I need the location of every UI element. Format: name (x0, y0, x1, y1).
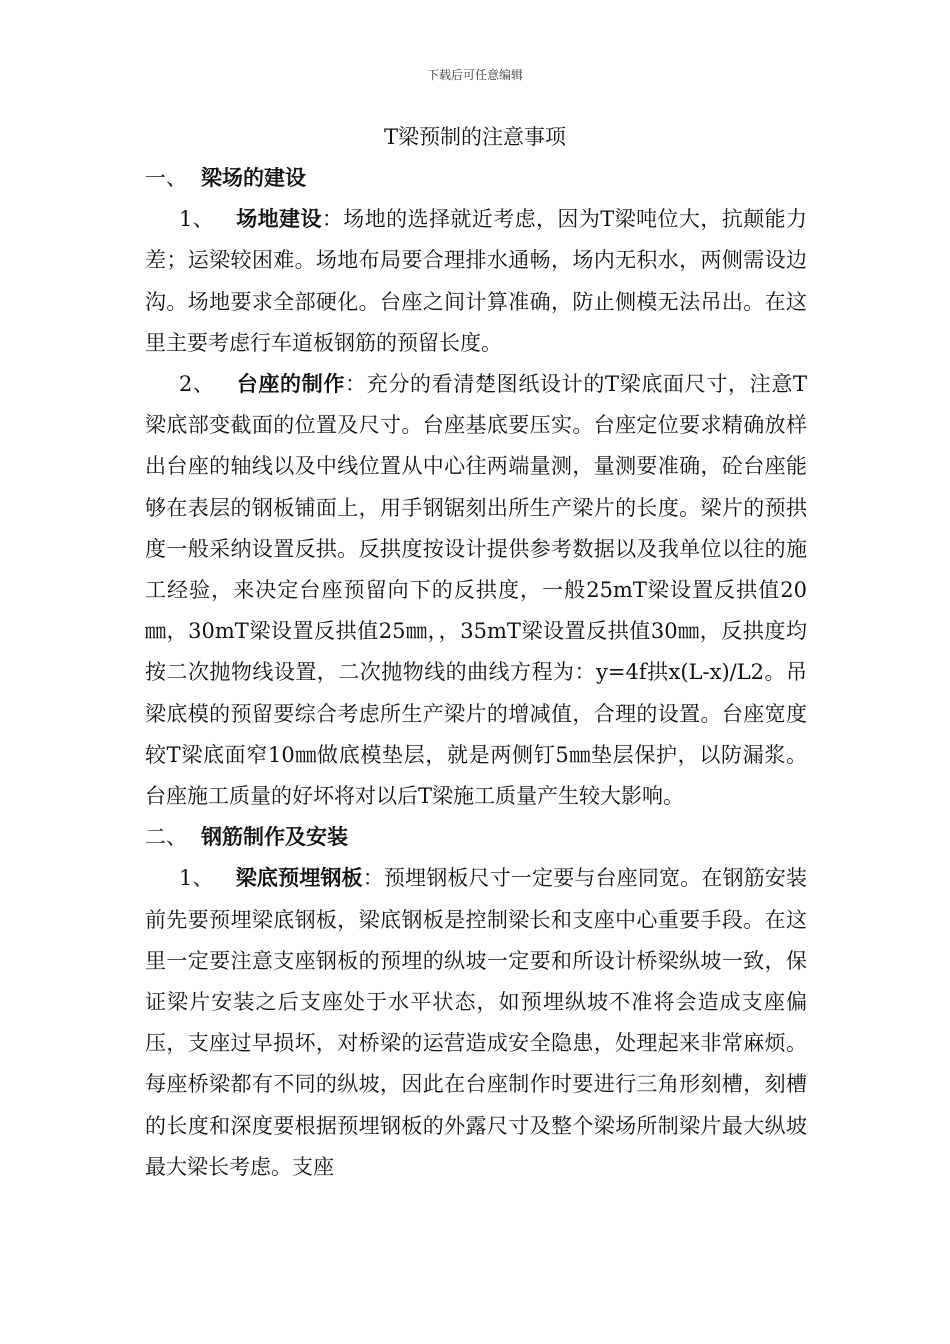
paragraph-label: 场地建设 (236, 207, 322, 232)
paragraph-label: 梁底预埋钢板 (235, 866, 363, 891)
paragraph-text: ：场地的选择就近考虑，因为T梁吨位大，抗颠能力差；运梁较困难。场地布局要合理排水通畅，场内无积水，两侧需设边沟。场地要求全部硬化。台座之间计算准确，防止侧模无法吊出。在这里主要考虑行车道板钢筋的预留长度。 (145, 207, 808, 355)
section-title: 钢筋制作及安装 (201, 825, 348, 850)
paragraph-number: 1、 (179, 866, 214, 891)
paragraph-pedestal-making (145, 364, 807, 817)
paragraph-number: 1、 (179, 207, 215, 232)
paragraph-label: 台座的制作 (236, 372, 346, 397)
section-number: 一、 (145, 166, 187, 190)
paragraph-text: ：预埋钢板尺寸一定要与台座同宽。在钢筋安装前先要预埋梁底钢板，梁底钢板是控制梁长和支座中心重要手段。在这里一定要注意支座钢板的预埋的纵坡一定要和所设计桥梁纵坡一致，保证梁片安装之后支座处于水平状态，如预埋纵坡不准将会造成支座偏压，支座过早损坏，对桥梁的运营造成安全隐患，处理起来非常麻烦。每座桥梁都有不同的纵坡，因此在台座制作时要进行三角形刻槽，刻槽的长度和深度要根据预埋钢板的外露尺寸及整个梁场所制梁片最大纵坡最大梁长考虑。支座 (145, 866, 808, 1179)
paragraph-embedded-steel-plate (145, 858, 807, 1188)
header-note: 下载后可任意编辑 (426, 68, 523, 82)
paragraph-number: 2、 (179, 372, 215, 397)
document-body (145, 158, 807, 1188)
section-heading-2 (145, 817, 807, 858)
paragraph-site-construction (145, 199, 807, 364)
page-title: T梁预制的注意事项 (383, 125, 566, 149)
section-heading-1 (145, 158, 807, 199)
paragraph-text: ：充分的看清楚图纸设计的T梁底面尺寸，注意T梁底部变截面的位置及尺寸。台座基底要压实。台座定位要求精确放样出台座的轴线以及中线位置从中心往两端量测，量测要准确，砼台座能够在表层的钢板铺面上，用手钢锯刻出所生产梁片的长度。梁片的预拱度一般采纳设置反拱。反拱度按设计提供参考数据以及我单位以往的施工经验，来决定台座预留向下的反拱度，一般25mT梁设置反拱值20㎜，30mT梁设置反拱值25㎜，，35mT梁设置反拱值30㎜，反拱度均按二次抛物线设置，二次抛物线的曲线方程为：y=4f拱x(L-x)/L2。吊梁底模的预留要综合考虑所生产梁片的增减值，合理的设置。台座宽度较T梁底面窄10㎜做底模垫层，就是两侧钉5㎜垫层保护，以防漏浆。台座施工质量的好坏将对以后T梁施工质量产生较大影响。 (145, 372, 808, 809)
section-title: 梁场的建设 (201, 166, 306, 190)
section-number: 二、 (145, 825, 187, 850)
